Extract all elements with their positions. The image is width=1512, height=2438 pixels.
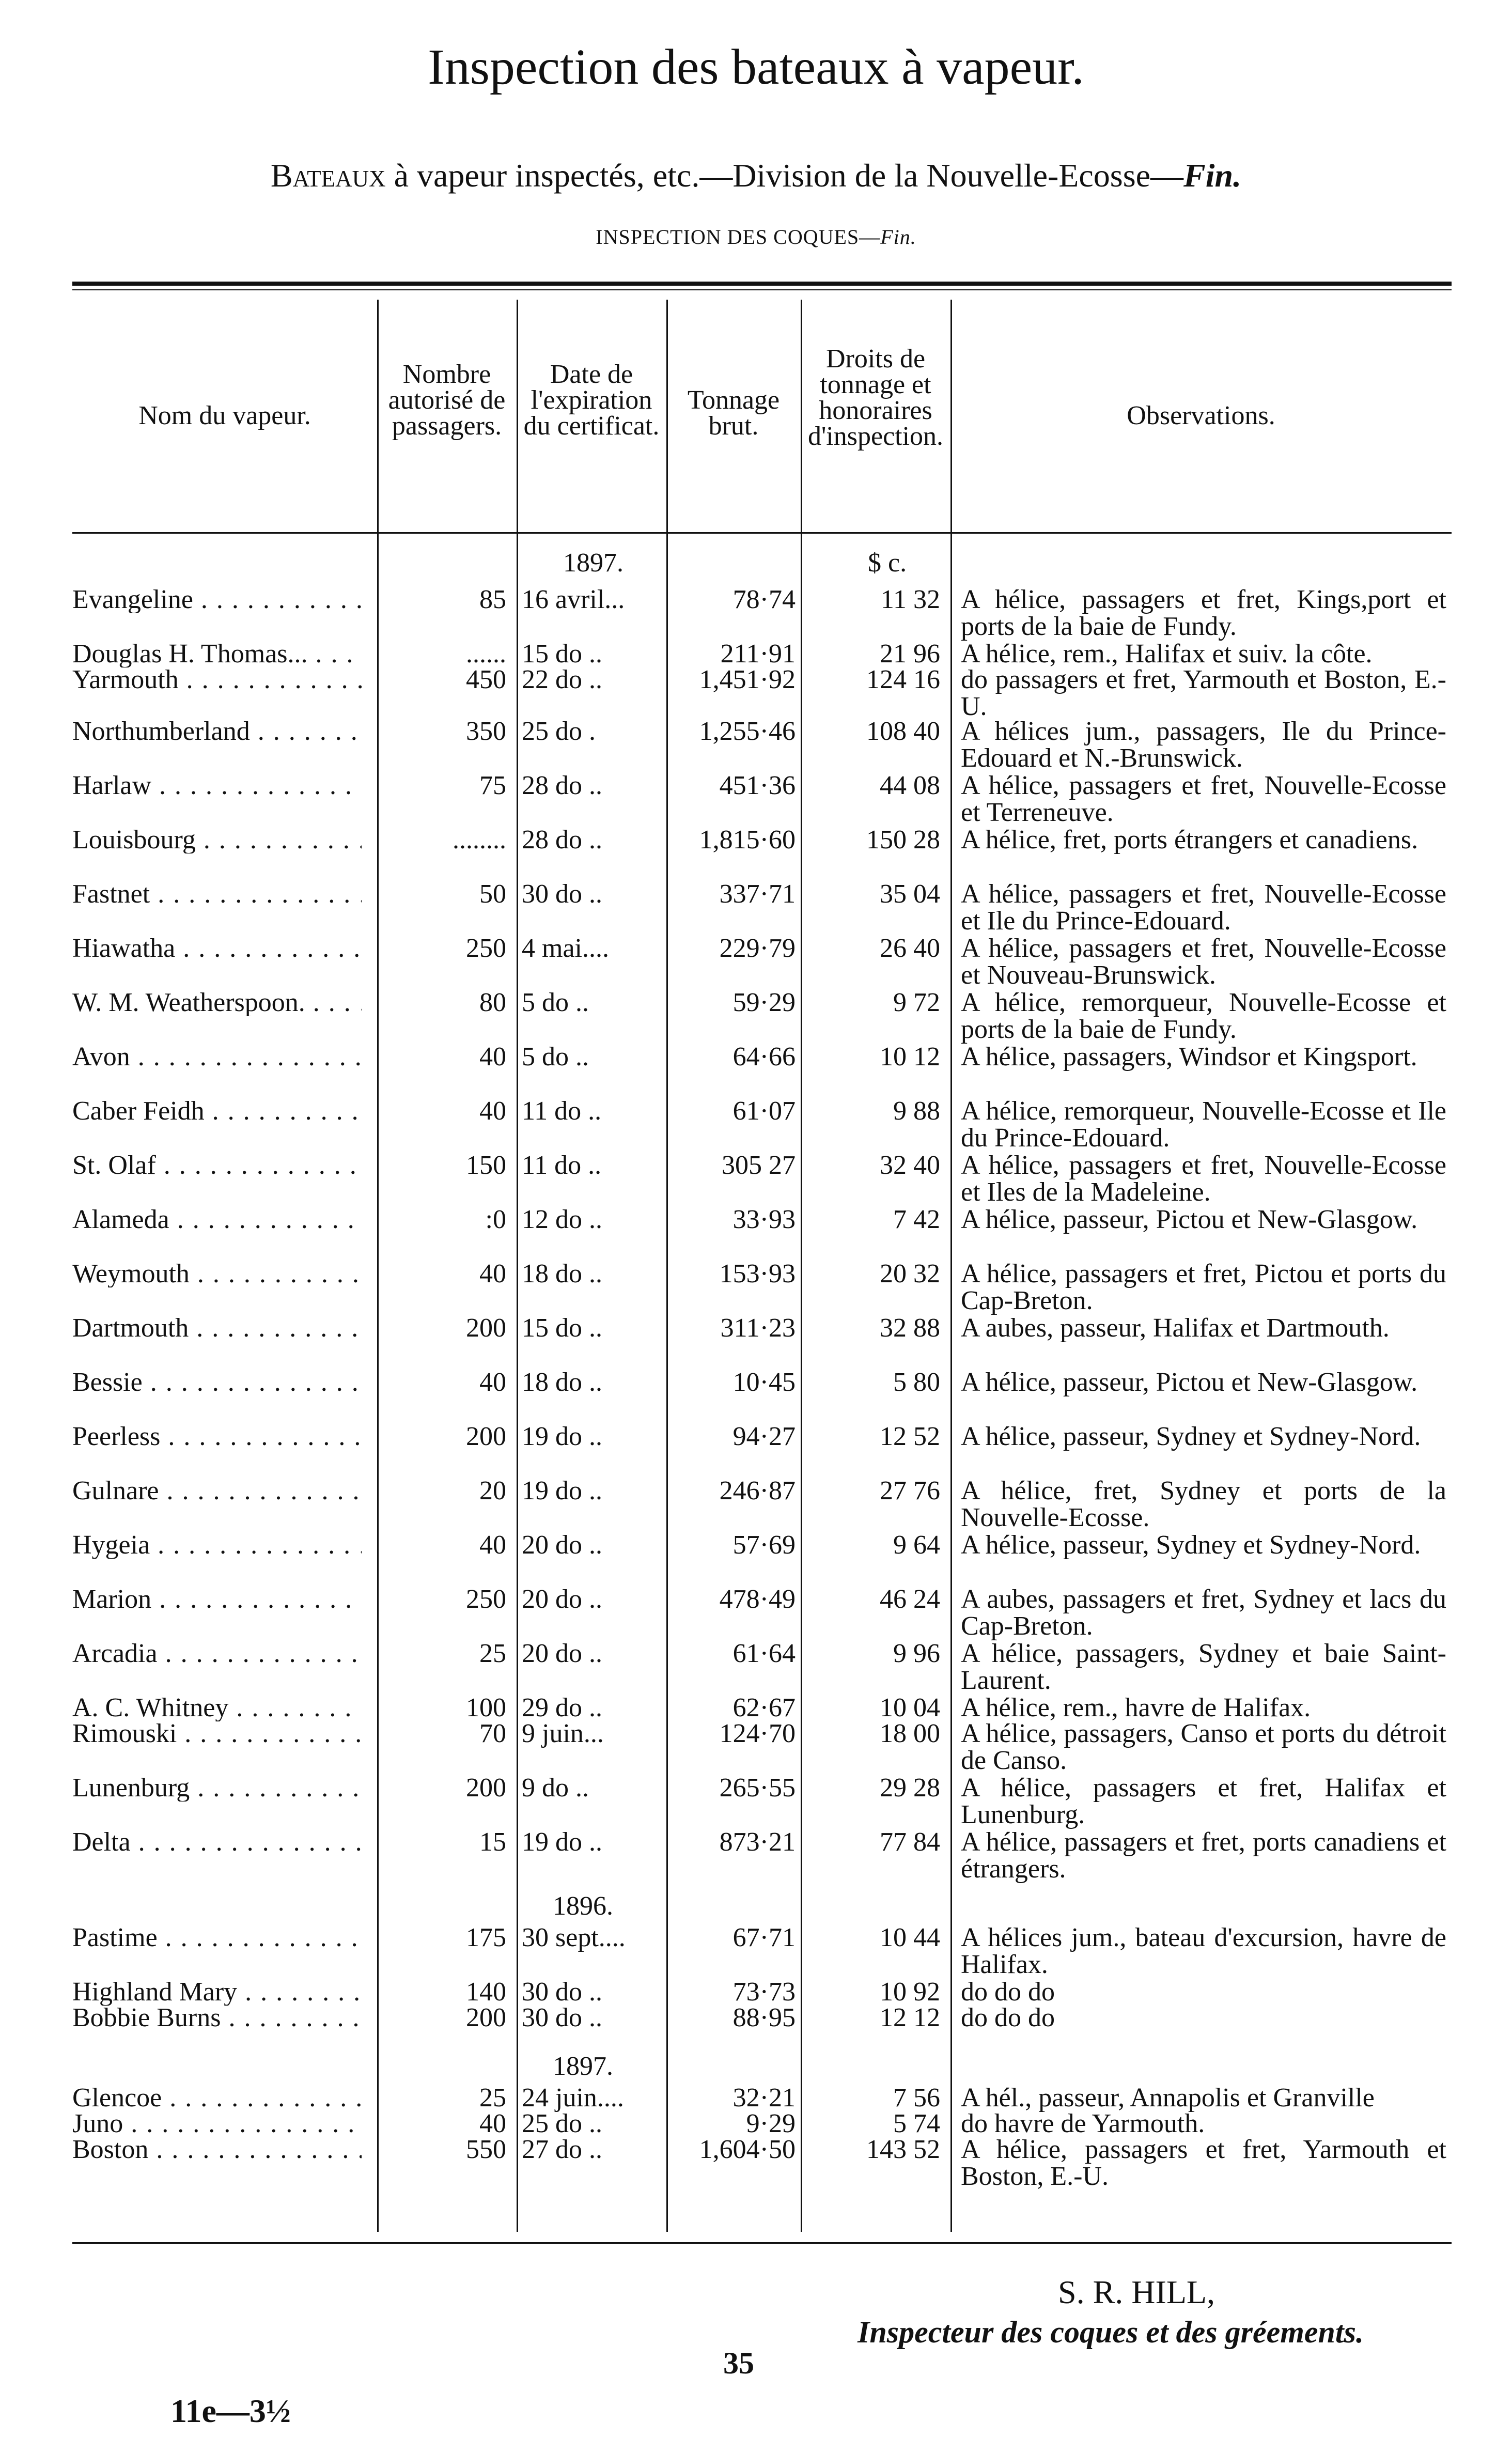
inspection-fees: 21 96 (880, 639, 940, 669)
vessel-name: Bobbie Burns . . . (72, 2005, 362, 2031)
gross-tonnage: 57·69 (732, 1530, 796, 1560)
gross-tonnage: 1,815·60 (699, 825, 796, 855)
vessel-name: Yarmouth . . . (72, 666, 362, 693)
header-name: Nom du vapeur. (138, 401, 311, 430)
gross-tonnage: 78·74 (732, 585, 796, 614)
inspection-fees: 12 12 (880, 2003, 940, 2032)
passenger-count: 200 (466, 1313, 506, 1343)
passenger-count: 100 (466, 1693, 506, 1722)
gross-tonnage: 451·36 (719, 771, 796, 800)
vessel-name: Highland Mary . . . (72, 1979, 362, 2006)
observation-text: A hélice, passagers et fret, ports canadiens et étrangers. (961, 1827, 1446, 1884)
inspection-fees: 9 72 (893, 988, 940, 1017)
vessel-name: Peerless . . . (72, 1423, 362, 1450)
passenger-count: 75 (479, 771, 506, 800)
inspection-fees: 20 32 (880, 1259, 940, 1288)
passenger-count: 25 (479, 2083, 506, 2113)
inspection-fees: 77 84 (880, 1827, 940, 1857)
year-marker-1897: 1897. (553, 2052, 613, 2081)
gross-tonnage: 305 27 (722, 1151, 796, 1180)
passenger-count: ...... (466, 639, 506, 669)
observation-text: do do do (961, 1977, 1055, 2007)
inspection-fees: 7 56 (893, 2083, 940, 2113)
observation-text: A hélice, passagers et fret, Nouvelle-Ecosse et Ile du Prince-Edouard. (961, 879, 1446, 936)
gross-tonnage: 61·64 (732, 1639, 796, 1668)
certificate-expiry: 4 mai.... (522, 934, 609, 963)
gross-tonnage: 88·95 (732, 2003, 796, 2032)
gross-tonnage: 9·29 (746, 2109, 796, 2138)
vessel-name: Hiawatha . . . (72, 935, 362, 962)
observation-text: A hélice, passagers et fret, Pictou et ports du Cap-Breton. (961, 1259, 1446, 1315)
passenger-count: 80 (479, 988, 506, 1017)
vessel-name: Lunenburg . . . (72, 1775, 362, 1802)
gross-tonnage: 124·70 (719, 1719, 796, 1748)
inspection-fees: 12 52 (880, 1422, 940, 1451)
signature-name: S. R. HILL, (1058, 2274, 1215, 2310)
inspection-fees: 7 42 (893, 1205, 940, 1234)
certificate-expiry: 11 do .. (522, 1096, 602, 1126)
certificate-expiry: 18 do .. (522, 1368, 602, 1397)
vessel-name: Bessie . . . (72, 1369, 362, 1396)
observation-text: A hélice, passagers et fret, Yarmouth et Boston, E.-U. (961, 2135, 1446, 2191)
subtitle-fin: Fin. (1183, 157, 1242, 194)
vessel-name: Northumberland . . . (72, 718, 362, 745)
inspection-fees: 11 32 (880, 585, 940, 614)
page-number: 35 (723, 2346, 754, 2380)
certificate-expiry: 20 do .. (522, 1585, 602, 1614)
table-row (0, 1829, 1512, 1891)
passenger-count: 40 (479, 1368, 506, 1397)
vessel-name: Delta . . . (72, 1829, 362, 1856)
inspection-fees: 10 12 (880, 1042, 940, 1072)
inspection-fees: 143 52 (866, 2135, 940, 2164)
header-bottom-rule (72, 532, 1452, 534)
vessel-name: Pastime . . . (72, 1924, 362, 1951)
vessel-name: Harlaw . . . (72, 772, 362, 799)
vessel-name: St. Olaf . . . (72, 1152, 362, 1179)
observation-text: A hélice, fret, ports étrangers et canadiens. (961, 825, 1419, 855)
table-row (0, 2136, 1512, 2198)
inspection-fees: 44 08 (880, 771, 940, 800)
vessel-name: Marion . . . (72, 1586, 362, 1613)
certificate-expiry: 15 do .. (522, 1313, 602, 1343)
certificate-expiry: 28 do .. (522, 825, 602, 855)
observation-text: A hélice, passeur, Pictou et New-Glasgow. (961, 1368, 1418, 1397)
passenger-count: :0 (485, 1205, 506, 1234)
gross-tonnage: 246·87 (719, 1476, 796, 1505)
passenger-count: 250 (466, 934, 506, 963)
certificate-expiry: 27 do .. (522, 2135, 602, 2164)
currency-label: $ c. (868, 548, 907, 578)
passenger-count: 40 (479, 2109, 506, 2138)
observation-text: A hélice, passeur, Sydney et Sydney-Nord. (961, 1530, 1421, 1560)
inspection-fees: 9 96 (893, 1639, 940, 1668)
inspection-fees: 108 40 (866, 717, 940, 746)
observation-text: A hélices jum., passagers, Ile du Prince-Edouard et N.-Brunswick. (961, 717, 1446, 773)
gross-tonnage: 1,255·46 (699, 717, 796, 746)
gross-tonnage: 211·91 (720, 639, 796, 669)
gross-tonnage: 64·66 (732, 1042, 796, 1072)
certificate-expiry: 22 do .. (522, 665, 602, 694)
table-row (0, 2005, 1512, 2067)
gross-tonnage: 94·27 (732, 1422, 796, 1451)
certificate-expiry: 30 do .. (522, 2003, 602, 2032)
passenger-count: ........ (453, 825, 506, 855)
gross-tonnage: 1,451·92 (699, 665, 796, 694)
passenger-count: 175 (466, 1923, 506, 1952)
vessel-name: Douglas H. Thomas... . . . (72, 641, 362, 667)
passenger-count: 200 (466, 1422, 506, 1451)
table-top-rule (72, 282, 1452, 286)
certificate-expiry: 24 juin.... (522, 2083, 624, 2113)
passenger-count: 85 (479, 585, 506, 614)
certificate-expiry: 12 do .. (522, 1205, 602, 1234)
inspection-fees: 10 44 (880, 1923, 940, 1952)
inspection-fees: 46 24 (880, 1585, 940, 1614)
gross-tonnage: 337·71 (719, 879, 796, 909)
inspection-fees: 26 40 (880, 934, 940, 963)
certificate-expiry: 20 do .. (522, 1530, 602, 1560)
passenger-count: 200 (466, 2003, 506, 2032)
inspection-fees: 27 76 (880, 1476, 940, 1505)
observation-text: do do do (961, 2003, 1055, 2032)
certificate-expiry: 30 do .. (522, 879, 602, 909)
observation-text: do passagers et fret, Yarmouth et Boston, E.-U. (961, 665, 1446, 721)
passenger-count: 25 (479, 1639, 506, 1668)
vessel-name: Fastnet . . . (72, 881, 362, 908)
vessel-name: Avon . . . (72, 1044, 362, 1070)
observation-text: A hélice, passagers et fret, Halifax et Lunenburg. (961, 1773, 1446, 1829)
vessel-name: Arcadia . . . (72, 1640, 362, 1667)
section-heading (0, 225, 1512, 249)
header-expiry: Date de l'expiration du certificat. (523, 360, 660, 441)
certificate-expiry: 5 do .. (522, 1042, 589, 1072)
inspection-fees: 18 00 (880, 1719, 940, 1748)
page-title: Inspection des bateaux à vapeur. (428, 39, 1084, 95)
inspection-fees: 124 16 (866, 665, 940, 694)
inspection-fees: 32 88 (880, 1313, 940, 1343)
header-tonnage: Tonnage brut. (687, 385, 780, 441)
gross-tonnage: 311·23 (720, 1313, 796, 1343)
vessel-name: Evangeline . . . (72, 586, 362, 613)
gross-tonnage: 10·45 (732, 1368, 796, 1397)
gross-tonnage: 62·67 (732, 1693, 796, 1722)
passenger-count: 40 (479, 1530, 506, 1560)
vessel-name: Alameda . . . (72, 1206, 362, 1233)
observation-text: A hélice, passagers et fret, Kings,port et ports de la baie de Fundy. (961, 585, 1446, 641)
certificate-expiry: 11 do .. (522, 1151, 602, 1180)
vessel-name: W. M. Weatherspoon. . . . (72, 989, 362, 1016)
certificate-expiry: 30 sept.... (522, 1923, 626, 1952)
vessel-name: Gulnare . . . (72, 1478, 362, 1504)
certificate-expiry: 9 do .. (522, 1773, 589, 1803)
passenger-count: 15 (479, 1827, 506, 1857)
inspection-fees: 32 40 (880, 1151, 940, 1180)
observation-text: A hélice, passeur, Pictou et New-Glasgow. (961, 1205, 1418, 1234)
passenger-count: 40 (479, 1096, 506, 1126)
subtitle-text: à vapeur inspectés, etc.—Division de la Nouvelle-Ecosse— (385, 157, 1183, 194)
observation-text: A aubes, passagers et fret, Sydney et lacs du Cap-Breton. (961, 1585, 1446, 1641)
observation-text: A hélice, passagers et fret, Nouvelle-Ecosse et Nouveau-Brunswick. (961, 934, 1446, 990)
certificate-expiry: 16 avril... (522, 585, 625, 614)
vessel-name: Rimouski . . . (72, 1720, 362, 1747)
observation-text: A hélice, passagers et fret, Nouvelle-Ecosse et Iles de la Madeleine. (961, 1151, 1446, 1207)
passenger-count: 200 (466, 1773, 506, 1803)
passenger-count: 40 (479, 1042, 506, 1072)
vessel-name: Louisbourg . . . (72, 827, 362, 853)
table-bottom-rule (72, 2242, 1452, 2244)
passenger-count: 150 (466, 1151, 506, 1180)
observation-text: A hélice, fret, Sydney et ports de la Nouvelle-Ecosse. (961, 1476, 1446, 1532)
vessel-name: Juno . . . (72, 2110, 362, 2137)
inspection-fees: 10 04 (880, 1693, 940, 1722)
gross-tonnage: 1,604·50 (699, 2135, 796, 2164)
observation-text: A aubes, passeur, Halifax et Dartmouth. (961, 1313, 1390, 1343)
vessel-name: Glencoe . . . (72, 2085, 362, 2111)
observation-text: A hélice, remorqueur, Nouvelle-Ecosse et ports de la baie de Fundy. (961, 988, 1446, 1044)
certificate-expiry: 5 do .. (522, 988, 589, 1017)
inspection-fees: 5 74 (893, 2109, 940, 2138)
header-observations: Observations. (1127, 401, 1275, 430)
observation-text: do havre de Yarmouth. (961, 2109, 1205, 2138)
observation-text: A hélices jum., bateau d'excursion, havre de Halifax. (961, 1923, 1446, 1979)
inspection-fees: 9 64 (893, 1530, 940, 1560)
observation-text: A hélice, passeur, Sydney et Sydney-Nord. (961, 1422, 1421, 1451)
vessel-name: Dartmouth . . . (72, 1315, 362, 1342)
observation-text: A hélice, passagers, Sydney et baie Saint-Laurent. (961, 1639, 1446, 1695)
gross-tonnage: 67·71 (732, 1923, 796, 1952)
certificate-expiry: 30 do .. (522, 1977, 602, 2007)
certificate-expiry: 20 do .. (522, 1639, 602, 1668)
inspection-fees: 9 88 (893, 1096, 940, 1126)
passenger-count: 20 (479, 1476, 506, 1505)
section-text: INSPECTION DES COQUES— (596, 225, 881, 249)
observation-text: A hélice, passagers, Windsor et Kingsport. (961, 1042, 1417, 1072)
inspection-fees: 5 80 (893, 1368, 940, 1397)
gross-tonnage: 229·79 (719, 934, 796, 963)
passenger-count: 70 (479, 1719, 506, 1748)
gross-tonnage: 265·55 (719, 1773, 796, 1803)
passenger-count: 140 (466, 1977, 506, 2007)
gross-tonnage: 73·73 (732, 1977, 796, 2007)
passenger-count: 550 (466, 2135, 506, 2164)
observation-text: A hélice, passagers et fret, Nouvelle-Ecosse et Terreneuve. (961, 771, 1446, 827)
observation-text: A hél., passeur, Annapolis et Granville (961, 2083, 1375, 2113)
inspection-fees: 35 04 (880, 879, 940, 909)
subtitle-smallcaps: Bateaux (270, 157, 386, 194)
gross-tonnage: 873·21 (719, 1827, 796, 1857)
signature-title: Inspecteur des coques et des gréements. (858, 2315, 1364, 2349)
vessel-name: Boston . . . (72, 2136, 362, 2163)
certificate-expiry: 19 do .. (522, 1476, 602, 1505)
certificate-expiry: 19 do .. (522, 1827, 602, 1857)
passenger-count: 250 (466, 1585, 506, 1614)
observation-text: A hélice, rem., havre de Halifax. (961, 1693, 1311, 1722)
passenger-count: 40 (479, 1259, 506, 1288)
page-subtitle (0, 155, 1512, 196)
observation-text: A hélice, rem., Halifax et suiv. la côte. (961, 639, 1373, 669)
passenger-count: 450 (466, 665, 506, 694)
certificate-expiry: 29 do .. (522, 1693, 602, 1722)
gross-tonnage: 478·49 (719, 1585, 796, 1614)
gross-tonnage: 61·07 (732, 1096, 796, 1126)
vessel-name: Hygeia . . . (72, 1532, 362, 1559)
certificate-expiry: 15 do .. (522, 639, 602, 669)
vessel-name: A. C. Whitney . . . (72, 1695, 362, 1721)
vessel-name: Caber Feidh . . . (72, 1098, 362, 1125)
gross-tonnage: 59·29 (732, 988, 796, 1017)
certificate-expiry: 28 do .. (522, 771, 602, 800)
certificate-expiry: 25 do .. (522, 2109, 602, 2138)
gross-tonnage: 153·93 (719, 1259, 796, 1288)
inspection-fees: 10 92 (880, 1977, 940, 2007)
year-label: 1897. (563, 548, 623, 578)
observation-text: A hélice, remorqueur, Nouvelle-Ecosse et Ile du Prince-Edouard. (961, 1096, 1446, 1153)
gross-tonnage: 32·21 (732, 2083, 796, 2113)
certificate-expiry: 25 do . (522, 717, 596, 746)
gross-tonnage: 33·93 (732, 1205, 796, 1234)
observation-text: A hélice, passagers, Canso et ports du détroit de Canso. (961, 1719, 1446, 1775)
passenger-count: 50 (479, 879, 506, 909)
signature-mark: 11e—3½ (170, 2393, 291, 2429)
header-passengers: Nombre autorisé de passagers. (388, 360, 506, 441)
section-fin: Fin. (880, 225, 916, 249)
header-fees: Droits de tonnage et honoraires d'inspection. (807, 344, 944, 451)
passenger-count: 350 (466, 717, 506, 746)
certificate-expiry: 9 juin... (522, 1719, 604, 1748)
table-top-rule-thin (72, 289, 1452, 290)
year-marker-1896: 1896. (553, 1891, 613, 1921)
inspection-fees: 150 28 (866, 825, 940, 855)
inspection-fees: 29 28 (880, 1773, 940, 1803)
certificate-expiry: 19 do .. (522, 1422, 602, 1451)
certificate-expiry: 18 do .. (522, 1259, 602, 1288)
vessel-name: Weymouth . . . (72, 1261, 362, 1287)
